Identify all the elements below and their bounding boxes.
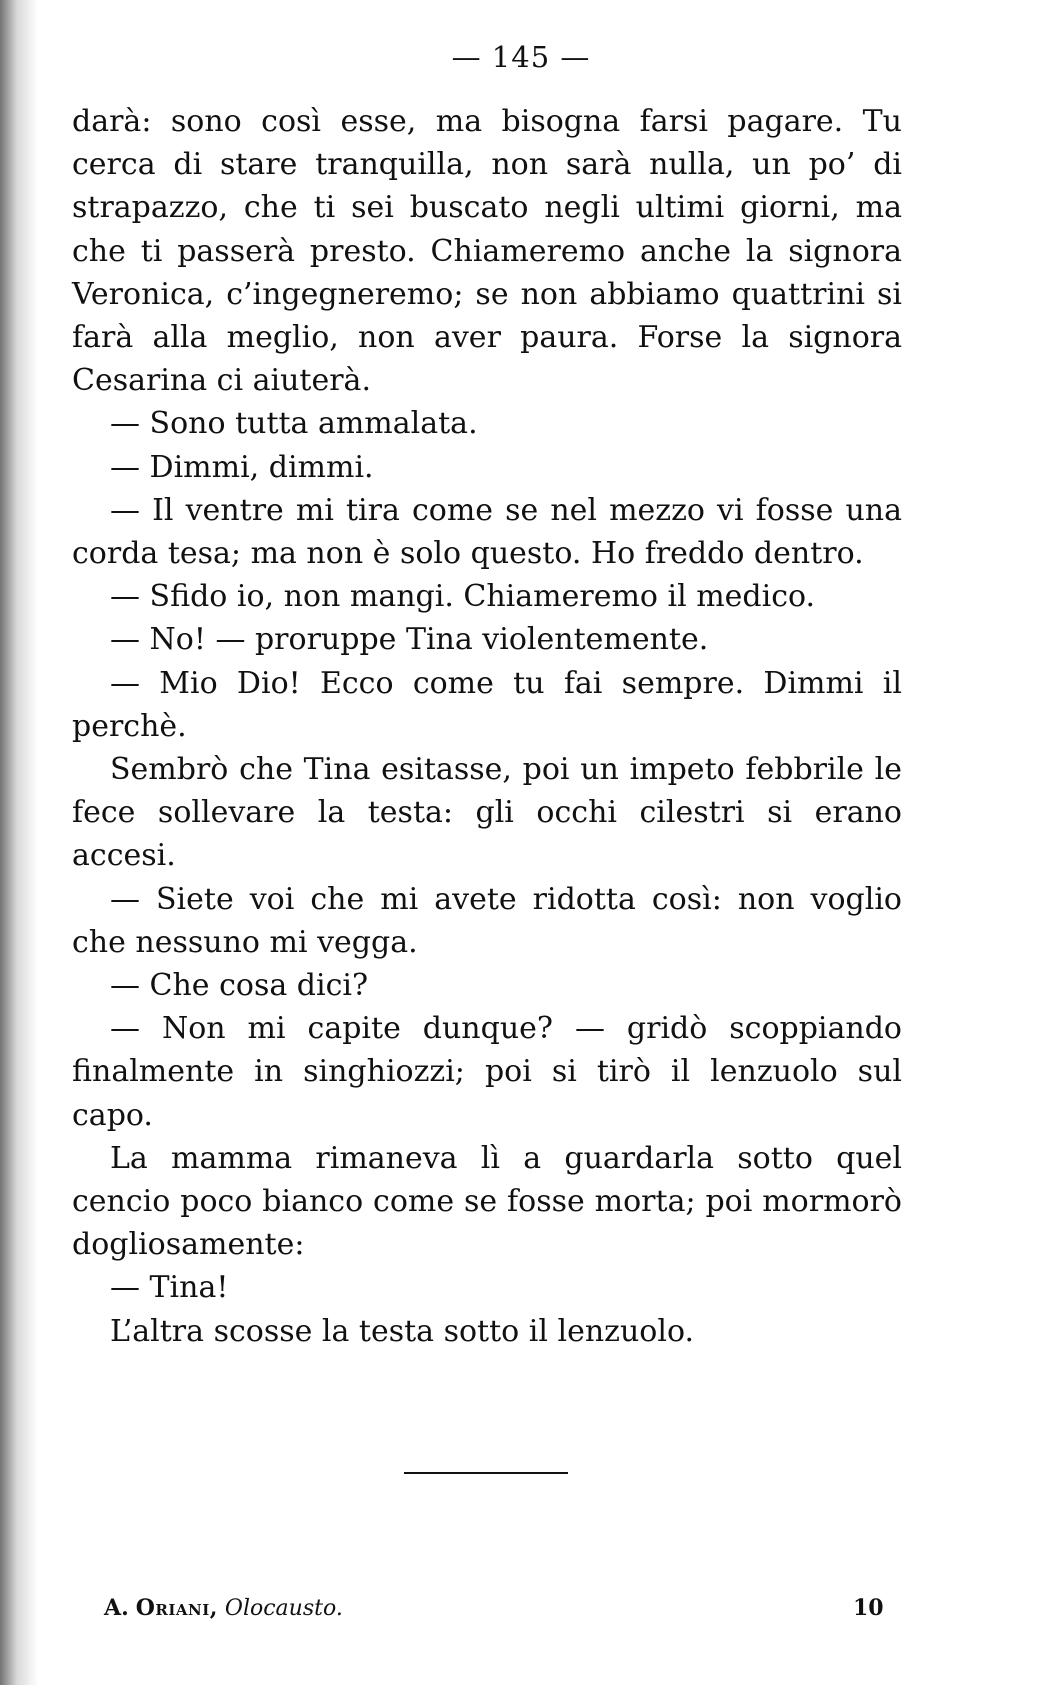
dialogue-line: — Che cosa dici? <box>110 968 369 1004</box>
chapter-end-rule <box>404 1472 568 1474</box>
dialogue-line: — Sono tutta ammalata. <box>110 406 478 442</box>
dialogue-line: — Tina! <box>110 1270 229 1306</box>
dialogue-line: — Non mi capite dunque? — gridò scoppiando finalmente in singhiozzi; poi si tirò il lenzuolo sul capo. <box>72 1011 902 1133</box>
page-number: — 145 — <box>451 40 591 74</box>
body-text <box>72 100 902 1353</box>
paragraph: Sembrò che Tina esitasse, poi un impeto febbrile le fece sollevare la testa: gli occhi cilestri si erano accesi. <box>72 752 902 874</box>
paragraph: darà: sono così esse, ma bisogna farsi pagare. Tu cerca di stare tranquilla, non sarà nulla, un po’ di strapazzo, che ti sei buscato negli ultimi giorni, ma che ti passerà presto. Chiameremo anche la signora Veronica, c’ingegneremo; se non abbiamo quattrini si farà alla meglio, non aver paura. Forse la signora Cesarina ci aiuterà. <box>72 104 902 399</box>
dialogue-line: — Siete voi che mi avete ridotta così: non voglio che nessuno mi vegga. <box>72 881 902 960</box>
author-name: Oriani, <box>135 1595 218 1621</box>
dialogue-line: — Sfido io, non mangi. Chiameremo il medico. <box>110 579 816 615</box>
author-initial: A. <box>104 1595 129 1621</box>
signature-mark: 10 <box>853 1595 884 1621</box>
dialogue-line: — No! — proruppe Tina violentemente. <box>110 622 709 658</box>
binding-gutter-shadow <box>0 0 38 1685</box>
dialogue-line: — Dimmi, dimmi. <box>110 449 374 485</box>
paragraph: La mamma rimaneva lì a guardarla sotto quel cencio poco bianco come se fosse morta; poi mormorò dogliosamente: <box>72 1140 902 1263</box>
dialogue-line: — Il ventre mi tira come se nel mezzo vi fosse una corda tesa; ma non è solo questo. Ho freddo dentro. <box>72 492 902 572</box>
dialogue-line: — Mio Dio! Ecco come tu fai sempre. Dimmi il perchè. <box>72 665 902 744</box>
paragraph: L’altra scosse la testa sotto il lenzuolo. <box>110 1313 695 1349</box>
signature-line <box>104 1595 343 1621</box>
book-title: Olocausto. <box>224 1596 343 1621</box>
